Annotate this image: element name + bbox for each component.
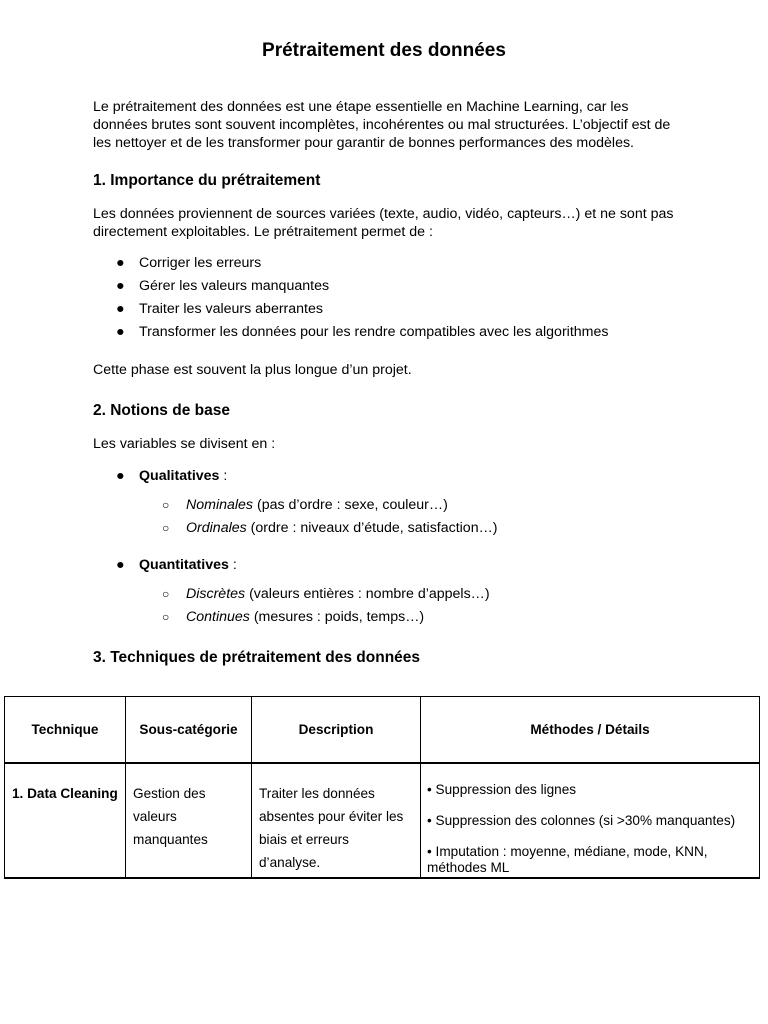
bullet-icon: ● [116, 278, 125, 294]
section1-closing: Cette phase est souvent la plus longue d’un projet. [93, 362, 412, 378]
intro-paragraph: Le prétraitement des données est une étape essentielle en Machine Learning, car les données brutes sont souvent incomplètes, incohérentes ou mal structurées. L’objectif est de les nettoyer et de les transformer pour garantir de bonnes performances des modèles. [93, 99, 671, 151]
variable-types-list [93, 467, 678, 485]
bullet-icon: ● [116, 324, 125, 340]
section1-bullet-list [93, 254, 678, 341]
section2-heading: 2. Notions de base [93, 402, 230, 419]
cell-subcategory: Gestion des valeurs manquantes [126, 763, 252, 878]
qualitatives-sublist [93, 496, 678, 537]
table-row [5, 763, 760, 878]
circle-bullet-icon: ○ [162, 498, 170, 512]
circle-bullet-icon: ○ [162, 610, 170, 624]
techniques-table-wrapper [4, 696, 760, 879]
header-subcategory: Sous-catégorie [126, 697, 252, 764]
cell-methods [421, 763, 760, 878]
list-item: ○ Discrètes (valeurs entières : nombre d’appels…) [162, 586, 490, 602]
list-item: ○ Ordinales (ordre : niveaux d’étude, satisfaction…) [162, 520, 498, 536]
table-header-row [5, 697, 760, 764]
bullet-icon: ● [116, 301, 125, 317]
list-item: ● Corriger les erreurs [116, 255, 262, 271]
header-description: Description [252, 697, 421, 764]
method-item: • Suppression des colonnes (si >30% manquantes) [427, 813, 736, 828]
qualitatives-item: ● Qualitatives : [116, 468, 228, 484]
quantitatives-sublist [93, 585, 678, 626]
list-item: ● Transformer les données pour les rendre compatibles avec les algorithmes [116, 324, 609, 340]
techniques-table [4, 696, 760, 879]
document-body [93, 98, 678, 668]
list-item: ○ Continues (mesures : poids, temps…) [162, 609, 425, 625]
cell-technique: 1. Data Cleaning [5, 763, 126, 878]
header-technique: Technique [5, 697, 126, 764]
circle-bullet-icon: ○ [162, 587, 170, 601]
circle-bullet-icon: ○ [162, 521, 170, 535]
bullet-icon: ● [116, 468, 125, 484]
section1-paragraph: Les données proviennent de sources variées (texte, audio, vidéo, capteurs…) et ne sont pas directement exploitables. Le prétraitement permet de : [93, 206, 674, 240]
list-item: ○ Nominales (pas d’ordre : sexe, couleur…) [162, 497, 448, 513]
bullet-icon: ● [116, 557, 125, 573]
method-item: • Suppression des lignes [427, 782, 577, 797]
section2-paragraph: Les variables se divisent en : [93, 436, 276, 452]
cell-description: Traiter les données absentes pour éviter les biais et erreurs d’analyse. [252, 763, 421, 878]
bullet-icon: ● [116, 255, 125, 271]
section3-heading: 3. Techniques de prétraitement des données [93, 649, 421, 666]
list-item: ● Gérer les valeurs manquantes [116, 278, 330, 294]
section1-heading: 1. Importance du prétraitement [93, 172, 321, 189]
method-item: • Imputation : moyenne, médiane, mode, KNN, méthodes ML [427, 844, 708, 875]
variable-types-list-2 [93, 556, 678, 574]
header-methods: Méthodes / Détails [421, 697, 760, 764]
quantitatives-item: ● Quantitatives : [116, 557, 237, 573]
list-item: ● Traiter les valeurs aberrantes [116, 301, 323, 317]
page-title: Prétraitement des données [262, 40, 506, 61]
